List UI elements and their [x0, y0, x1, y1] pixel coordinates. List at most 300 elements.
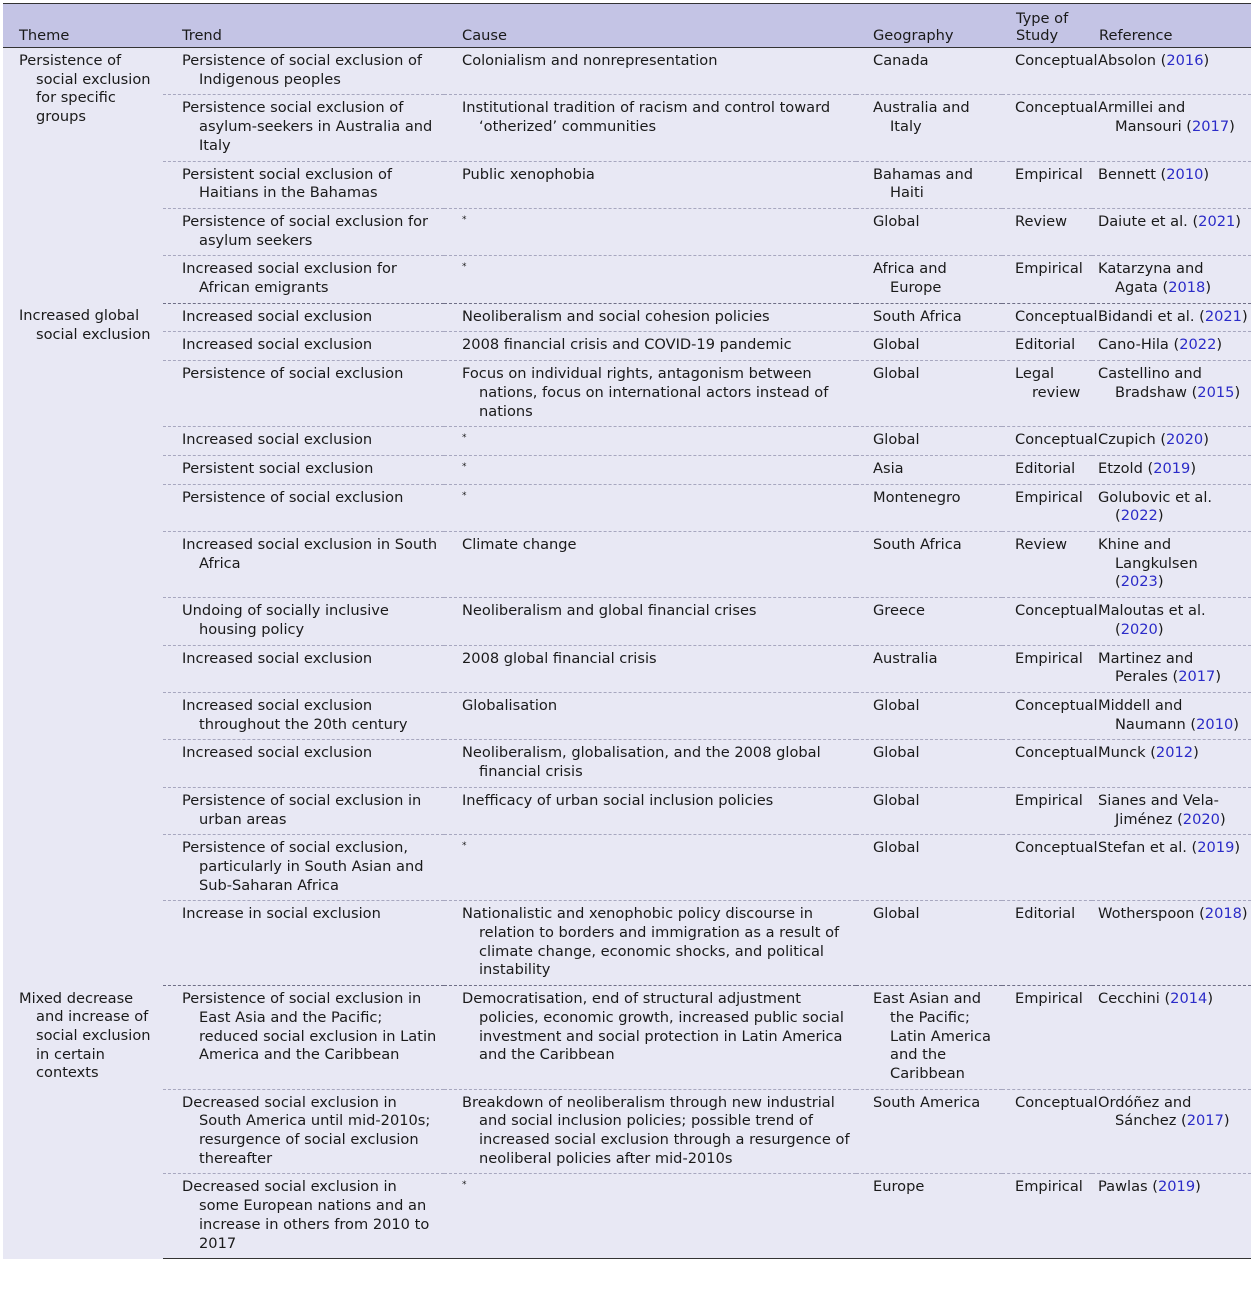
- reference-author: Golubovic et al.: [1098, 488, 1213, 506]
- reference-text: [1098, 905, 1249, 924]
- reference-close-paren: ): [1203, 165, 1210, 183]
- trend-cell-text: Decreased social exclusion in some European nations and an increase in others from 2010 to 2017: [182, 1178, 430, 1252]
- reference-open-paren: (: [1187, 212, 1199, 230]
- reference-open-paren: (: [1194, 307, 1205, 325]
- cause-cell-text: Neoliberalism and social cohesion policies: [462, 307, 770, 325]
- reference-year-link[interactable]: 2019: [1197, 839, 1235, 857]
- reference-open-paren: (: [1115, 507, 1121, 525]
- cause-cell-text: Neoliberalism and global financial crises: [462, 602, 757, 620]
- geography-cell-text: Asia: [873, 459, 904, 477]
- reference-open-paren: (: [1145, 744, 1156, 762]
- reference-year-link[interactable]: 2017: [1191, 118, 1230, 136]
- cause-cell-text: *: [462, 490, 467, 501]
- geography-cell-text: Australia and Italy: [873, 99, 970, 136]
- reference-cell: [1092, 692, 1251, 739]
- type-cell: [1002, 645, 1092, 692]
- reference-cell: [1092, 598, 1251, 645]
- reference-text: [1098, 697, 1249, 734]
- trend-cell: [163, 1174, 444, 1259]
- trend-cell: [163, 455, 444, 484]
- type-cell-text: Editorial: [1015, 905, 1076, 923]
- trend-cell-text: Increased social exclusion: [182, 649, 373, 667]
- geography-cell: [856, 48, 1002, 95]
- reference-year-link[interactable]: 2012: [1155, 744, 1194, 762]
- theme-text: Persistence of social exclusion for specific groups: [19, 52, 151, 126]
- reference-open-paren: (: [1115, 573, 1121, 591]
- reference-close-paren: ): [1234, 383, 1241, 401]
- table-row: [3, 1089, 1251, 1174]
- cause-cell: [444, 256, 856, 303]
- reference-author: Stefan et al.: [1098, 839, 1187, 857]
- table-row: [3, 303, 1251, 332]
- trend-cell: [163, 1089, 444, 1174]
- geography-cell: [856, 986, 1002, 1090]
- trend-cell-text: Increased social exclusion: [182, 336, 373, 354]
- reference-year-link[interactable]: 2018: [1204, 905, 1242, 923]
- reference-close-paren: ): [1235, 212, 1241, 230]
- reference-year-link[interactable]: 2017: [1186, 1112, 1224, 1130]
- reference-open-paren: (: [1155, 431, 1167, 449]
- geography-cell-text: Global: [873, 791, 920, 809]
- cause-cell: [444, 484, 856, 531]
- reference-author: Armillei and Mansouri: [1098, 99, 1186, 136]
- trend-cell: [163, 532, 444, 598]
- reference-author: Middell and Naumann: [1098, 696, 1186, 733]
- geography-cell-text: Global: [873, 839, 920, 857]
- cause-cell: [444, 303, 856, 332]
- type-cell: [1002, 835, 1098, 901]
- reference-author: Cano-Hila: [1098, 336, 1169, 354]
- table-row: [3, 361, 1251, 427]
- reference-year-link[interactable]: 2019: [1157, 1178, 1196, 1196]
- reference-cell: [1092, 427, 1251, 456]
- geography-cell: [856, 208, 1002, 255]
- reference-text: [1098, 336, 1249, 355]
- reference-author: Cecchini: [1098, 990, 1160, 1008]
- reference-year-link[interactable]: 2015: [1197, 383, 1235, 401]
- header-theme: Theme: [3, 4, 163, 48]
- trend-cell-text: Increased social exclusion throughout the 20th century: [182, 696, 408, 733]
- geography-cell-text: Europe: [873, 1178, 925, 1196]
- geography-cell: [856, 427, 1002, 456]
- geography-cell-text: Greece: [873, 602, 925, 620]
- trend-cell-text: Decreased social exclusion in South America until mid-2010s; resurgence of social exclusion thereafter: [182, 1093, 431, 1167]
- type-cell: [1002, 332, 1092, 361]
- reference-close-paren: ): [1241, 307, 1248, 325]
- reference-close-paren: ): [1205, 279, 1212, 297]
- reference-close-paren: ): [1219, 810, 1226, 828]
- trend-cell: [163, 598, 444, 645]
- trend-cell: [163, 303, 444, 332]
- geography-cell: [856, 361, 1002, 427]
- reference-author: Pawlas: [1098, 1178, 1148, 1196]
- table-row: [3, 484, 1251, 531]
- type-cell: [1002, 427, 1098, 456]
- reference-close-paren: ): [1195, 1178, 1201, 1196]
- reference-author: Bennett: [1098, 165, 1156, 183]
- type-cell: [1002, 95, 1098, 161]
- table-row: [3, 835, 1251, 901]
- table-container: [3, 3, 1251, 1305]
- reference-text: [1098, 744, 1249, 763]
- type-cell: [1002, 161, 1092, 208]
- cause-cell-text: Colonialism and nonrepresentation: [462, 52, 718, 69]
- theme-cell: [3, 48, 163, 304]
- reference-cell: [1092, 901, 1251, 986]
- type-cell: [1002, 303, 1098, 332]
- reference-year-link[interactable]: 2022: [1179, 336, 1217, 354]
- table-row: [3, 427, 1251, 456]
- geography-cell-text: Australia: [873, 649, 938, 667]
- theme-cell: [3, 986, 163, 1259]
- reference-text: [1098, 1094, 1249, 1131]
- reference-open-paren: (: [1168, 336, 1180, 354]
- reference-close-paren: ): [1233, 715, 1239, 733]
- cause-cell: [444, 598, 856, 645]
- cause-cell: [444, 986, 856, 1090]
- cause-cell-text: Inefficacy of urban social inclusion policies: [462, 791, 774, 809]
- reference-year-link[interactable]: 2019: [1153, 459, 1191, 477]
- header-geography: Geography: [856, 4, 1002, 48]
- geography-cell: [856, 598, 1002, 645]
- type-cell: [1002, 256, 1092, 303]
- trend-cell: [163, 332, 444, 361]
- trend-cell: [163, 208, 444, 255]
- type-cell-text: Conceptual: [1015, 99, 1098, 117]
- trend-cell: [163, 986, 444, 1090]
- reference-close-paren: ): [1223, 1112, 1230, 1130]
- type-cell-text: Conceptual: [1015, 744, 1098, 762]
- reference-year-link[interactable]: 2020: [1120, 620, 1158, 638]
- trend-cell: [163, 740, 444, 787]
- type-cell: [1002, 484, 1092, 531]
- reference-year-link[interactable]: 2020: [1166, 431, 1204, 449]
- trend-cell-text: Persistence of social exclusion in urban areas: [182, 791, 422, 828]
- reference-cell: [1092, 787, 1251, 834]
- table-row: [3, 598, 1251, 645]
- type-cell: [1002, 1174, 1092, 1259]
- reference-year-link[interactable]: 2021: [1198, 212, 1236, 230]
- reference-cell: [1092, 256, 1251, 303]
- cause-cell: [444, 332, 856, 361]
- reference-close-paren: ): [1229, 118, 1235, 136]
- header-reference: Reference: [1092, 4, 1251, 48]
- reference-text: [1098, 650, 1249, 687]
- reference-author: Ordóñez and Sánchez: [1098, 1093, 1192, 1130]
- trend-cell-text: Persistent social exclusion of Haitians in the Bahamas: [182, 165, 393, 202]
- reference-close-paren: ): [1157, 620, 1164, 638]
- theme-cell: [3, 303, 163, 985]
- geography-cell: [856, 835, 1002, 901]
- reference-year-link[interactable]: 2017: [1178, 668, 1216, 686]
- geography-cell: [856, 455, 1002, 484]
- table-row: [3, 455, 1251, 484]
- cause-cell-text: 2008 global financial crisis: [462, 649, 657, 667]
- reference-cell: [1092, 1174, 1251, 1259]
- header-type-line1: Type of: [1016, 10, 1069, 27]
- reference-author: Wotherspoon: [1098, 905, 1195, 923]
- geography-cell: [856, 95, 1002, 161]
- reference-author: Czupich: [1098, 431, 1156, 449]
- table-row: [3, 1174, 1251, 1259]
- reference-open-paren: (: [1186, 383, 1198, 401]
- trend-cell-text: Undoing of socially inclusive housing policy: [182, 602, 389, 638]
- reference-author: Khine and Langkulsen: [1098, 536, 1198, 572]
- trend-cell-text: Persistence of social exclusion, particularly in South Asian and Sub-Saharan Africa: [182, 839, 424, 894]
- reference-cell: [1092, 532, 1251, 598]
- reference-text: [1098, 602, 1249, 639]
- reference-cell: [1092, 835, 1251, 901]
- reference-text: [1098, 99, 1249, 136]
- reference-text: [1098, 166, 1249, 185]
- type-cell-text: Empirical: [1015, 791, 1083, 809]
- geography-cell: [856, 901, 1002, 986]
- reference-cell: [1092, 455, 1251, 484]
- reference-cell: [1092, 48, 1251, 95]
- reference-text: [1098, 792, 1249, 829]
- type-cell-text: Conceptual: [1015, 839, 1098, 857]
- type-cell-text: Review: [1015, 212, 1068, 230]
- reference-close-paren: ): [1157, 507, 1164, 525]
- cause-cell-text: Neoliberalism, globalisation, and the 2008 global financial crisis: [462, 744, 821, 781]
- cause-cell-text: Breakdown of neoliberalism through new industrial and social inclusion policies; possible trend of increased social exclusion through a resurgence of neoliberal policies after mid-2010s: [462, 1093, 850, 1167]
- trend-cell-text: Increase in social exclusion: [182, 905, 381, 923]
- table-row: [3, 901, 1251, 986]
- geography-cell-text: Montenegro: [873, 488, 961, 506]
- geography-cell: [856, 740, 1002, 787]
- reference-author: Daiute et al.: [1098, 212, 1188, 230]
- type-cell-text: Editorial: [1015, 336, 1076, 354]
- cause-cell-text: *: [462, 461, 467, 472]
- cause-cell-text: *: [462, 262, 467, 273]
- cause-cell-text: *: [462, 841, 467, 852]
- cause-cell: [444, 1174, 856, 1259]
- reference-cell: [1092, 1089, 1251, 1174]
- reference-cell: [1092, 645, 1251, 692]
- trend-cell-text: Persistence of social exclusion for asylum seekers: [182, 212, 429, 249]
- reference-text: [1098, 365, 1249, 402]
- reference-year-link[interactable]: 2010: [1166, 165, 1204, 183]
- cause-cell-text: *: [462, 433, 467, 444]
- cause-cell-text: Democratisation, end of structural adjustment policies, economic growth, increased public social investment and social protection in Latin America and the Caribbean: [462, 990, 844, 1064]
- reference-open-paren: (: [1142, 459, 1154, 477]
- table-row: [3, 532, 1251, 598]
- theme-text: Increased global social exclusion: [19, 307, 151, 343]
- trend-cell-text: Increased social exclusion: [182, 307, 373, 325]
- cause-cell: [444, 427, 856, 456]
- geography-cell-text: South Africa: [873, 307, 962, 325]
- reference-author: Katarzyna and Agata: [1098, 260, 1204, 297]
- reference-year-link[interactable]: 2020: [1182, 810, 1220, 828]
- reference-year-link[interactable]: 2014: [1170, 990, 1208, 1008]
- type-cell-text: Editorial: [1015, 459, 1076, 477]
- type-cell-text: Conceptual: [1015, 602, 1098, 620]
- table-row: [3, 95, 1251, 161]
- type-cell: [1002, 208, 1092, 255]
- reference-cell: [1092, 161, 1251, 208]
- table-row: [3, 48, 1251, 95]
- reference-open-paren: (: [1156, 52, 1167, 69]
- reference-cell: [1092, 208, 1251, 255]
- reference-year-link[interactable]: 2022: [1120, 507, 1158, 525]
- geography-cell-text: South America: [873, 1093, 981, 1111]
- reference-author: Maloutas et al.: [1098, 602, 1206, 620]
- reference-text: [1098, 260, 1249, 297]
- reference-close-paren: ): [1216, 336, 1223, 354]
- reference-close-paren: ): [1157, 573, 1164, 591]
- cause-cell: [444, 740, 856, 787]
- geography-cell-text: Global: [873, 212, 920, 230]
- reference-open-paren: (: [1159, 990, 1171, 1008]
- reference-open-paren: (: [1147, 1178, 1158, 1196]
- reference-year-link[interactable]: 2016: [1166, 52, 1204, 69]
- reference-cell: [1092, 361, 1251, 427]
- reference-close-paren: ): [1193, 744, 1199, 762]
- type-cell-text: Conceptual: [1015, 431, 1098, 449]
- cause-cell-text: Institutional tradition of racism and control toward ‘otherized’ communities: [462, 99, 831, 136]
- header-row: [3, 4, 1251, 48]
- reference-author: Martinez and Perales: [1098, 649, 1194, 686]
- geography-cell-text: Canada: [873, 52, 929, 69]
- trend-cell: [163, 484, 444, 531]
- type-cell-text: Review: [1015, 536, 1068, 554]
- table-row: [3, 645, 1251, 692]
- cause-cell: [444, 208, 856, 255]
- cause-cell: [444, 901, 856, 986]
- type-cell-text: Conceptual: [1015, 1093, 1098, 1111]
- reference-author: Etzold: [1098, 459, 1143, 477]
- reference-open-paren: (: [1172, 810, 1183, 828]
- cause-cell: [444, 1089, 856, 1174]
- reference-text: [1098, 1178, 1249, 1197]
- reference-open-paren: (: [1181, 118, 1192, 136]
- reference-author: Sianes and Vela-Jiménez: [1098, 791, 1219, 828]
- trend-cell-text: Increased social exclusion: [182, 431, 373, 449]
- reference-close-paren: ): [1203, 431, 1209, 449]
- trend-cell-text: Persistence of social exclusion in East Asia and the Pacific; reduced social exclusion in Latin America and the Caribbean: [182, 990, 437, 1064]
- reference-year-link[interactable]: 2023: [1120, 573, 1158, 591]
- reference-cell: [1092, 332, 1251, 361]
- trend-cell: [163, 361, 444, 427]
- geography-cell: [856, 161, 1002, 208]
- type-cell-text: Legal review: [1015, 365, 1081, 401]
- table-row: [3, 332, 1251, 361]
- geography-cell-text: Africa and Europe: [873, 260, 947, 297]
- reference-close-paren: ): [1207, 990, 1214, 1008]
- type-cell-text: Empirical: [1015, 990, 1083, 1008]
- reference-text: [1098, 839, 1249, 858]
- reference-open-paren: (: [1186, 839, 1198, 857]
- geography-cell: [856, 1089, 1002, 1174]
- cause-cell-text: *: [462, 214, 467, 225]
- reference-cell: [1092, 95, 1251, 161]
- geography-cell-text: Global: [873, 744, 920, 762]
- reference-cell: [1092, 740, 1251, 787]
- type-cell: [1002, 1089, 1098, 1174]
- table-row: [3, 740, 1251, 787]
- reference-text: [1098, 489, 1249, 526]
- type-cell: [1002, 986, 1092, 1090]
- type-cell: [1002, 901, 1092, 986]
- reference-open-paren: (: [1167, 668, 1179, 686]
- trend-cell: [163, 901, 444, 986]
- literature-table: [3, 3, 1251, 1259]
- geography-cell-text: Global: [873, 336, 920, 354]
- reference-author: Castellino and Bradshaw: [1098, 365, 1202, 401]
- reference-cell: [1092, 986, 1251, 1090]
- trend-cell: [163, 645, 444, 692]
- reference-open-paren: (: [1176, 1112, 1187, 1130]
- table-row: [3, 256, 1251, 303]
- type-cell: [1002, 48, 1098, 95]
- type-cell-text: Conceptual: [1015, 696, 1098, 714]
- reference-year-link[interactable]: 2021: [1204, 307, 1242, 325]
- cause-cell-text: 2008 financial crisis and COVID-19 pandemic: [462, 336, 792, 354]
- trend-cell: [163, 692, 444, 739]
- geography-cell: [856, 332, 1002, 361]
- reference-author: Munck: [1098, 744, 1146, 762]
- trend-cell-text: Increased social exclusion in South Africa: [182, 536, 438, 572]
- geography-cell: [856, 692, 1002, 739]
- trend-cell-text: Increased social exclusion for African emigrants: [182, 260, 397, 297]
- cause-cell: [444, 95, 856, 161]
- reference-open-paren: (: [1194, 905, 1205, 923]
- header-type-line2: Study: [1016, 27, 1059, 44]
- type-cell-text: Conceptual: [1015, 307, 1098, 325]
- reference-close-paren: ): [1215, 668, 1222, 686]
- reference-text: [1098, 431, 1249, 450]
- cause-cell-text: Globalisation: [462, 696, 558, 714]
- geography-cell-text: Global: [873, 905, 920, 923]
- trend-cell: [163, 256, 444, 303]
- trend-cell: [163, 95, 444, 161]
- cause-cell: [444, 835, 856, 901]
- geography-cell-text: East Asian and the Pacific; Latin America and the Caribbean: [873, 990, 991, 1082]
- geography-cell-text: Global: [873, 365, 920, 383]
- geography-cell: [856, 1174, 1002, 1259]
- reference-open-paren: (: [1155, 165, 1167, 183]
- cause-cell: [444, 692, 856, 739]
- type-cell-text: Conceptual: [1015, 52, 1098, 69]
- reference-text: [1098, 536, 1249, 592]
- reference-year-link[interactable]: 2010: [1196, 715, 1234, 733]
- type-cell-text: Empirical: [1015, 488, 1083, 506]
- cause-cell: [444, 455, 856, 484]
- table-row: [3, 692, 1251, 739]
- trend-cell: [163, 161, 444, 208]
- header-trend: Trend: [163, 4, 444, 48]
- trend-cell-text: Persistence of social exclusion: [182, 365, 404, 383]
- trend-cell-text: Persistence of social exclusion of Indigenous peoples: [182, 52, 423, 88]
- reference-cell: [1092, 303, 1251, 332]
- header-cause: Cause: [444, 4, 856, 48]
- cause-cell-text: Public xenophobia: [462, 165, 595, 183]
- type-cell: [1002, 787, 1092, 834]
- reference-year-link[interactable]: 2018: [1168, 279, 1206, 297]
- cause-cell-text: *: [462, 1180, 467, 1191]
- type-cell: [1002, 692, 1098, 739]
- cause-cell: [444, 532, 856, 598]
- reference-text: [1098, 308, 1249, 327]
- trend-cell: [163, 787, 444, 834]
- type-cell: [1002, 361, 1092, 427]
- trend-cell: [163, 835, 444, 901]
- header-type-of-study: [1002, 4, 1092, 48]
- table-header: [3, 4, 1251, 48]
- geography-cell: [856, 256, 1002, 303]
- geography-cell: [856, 532, 1002, 598]
- table-body: [3, 48, 1251, 1259]
